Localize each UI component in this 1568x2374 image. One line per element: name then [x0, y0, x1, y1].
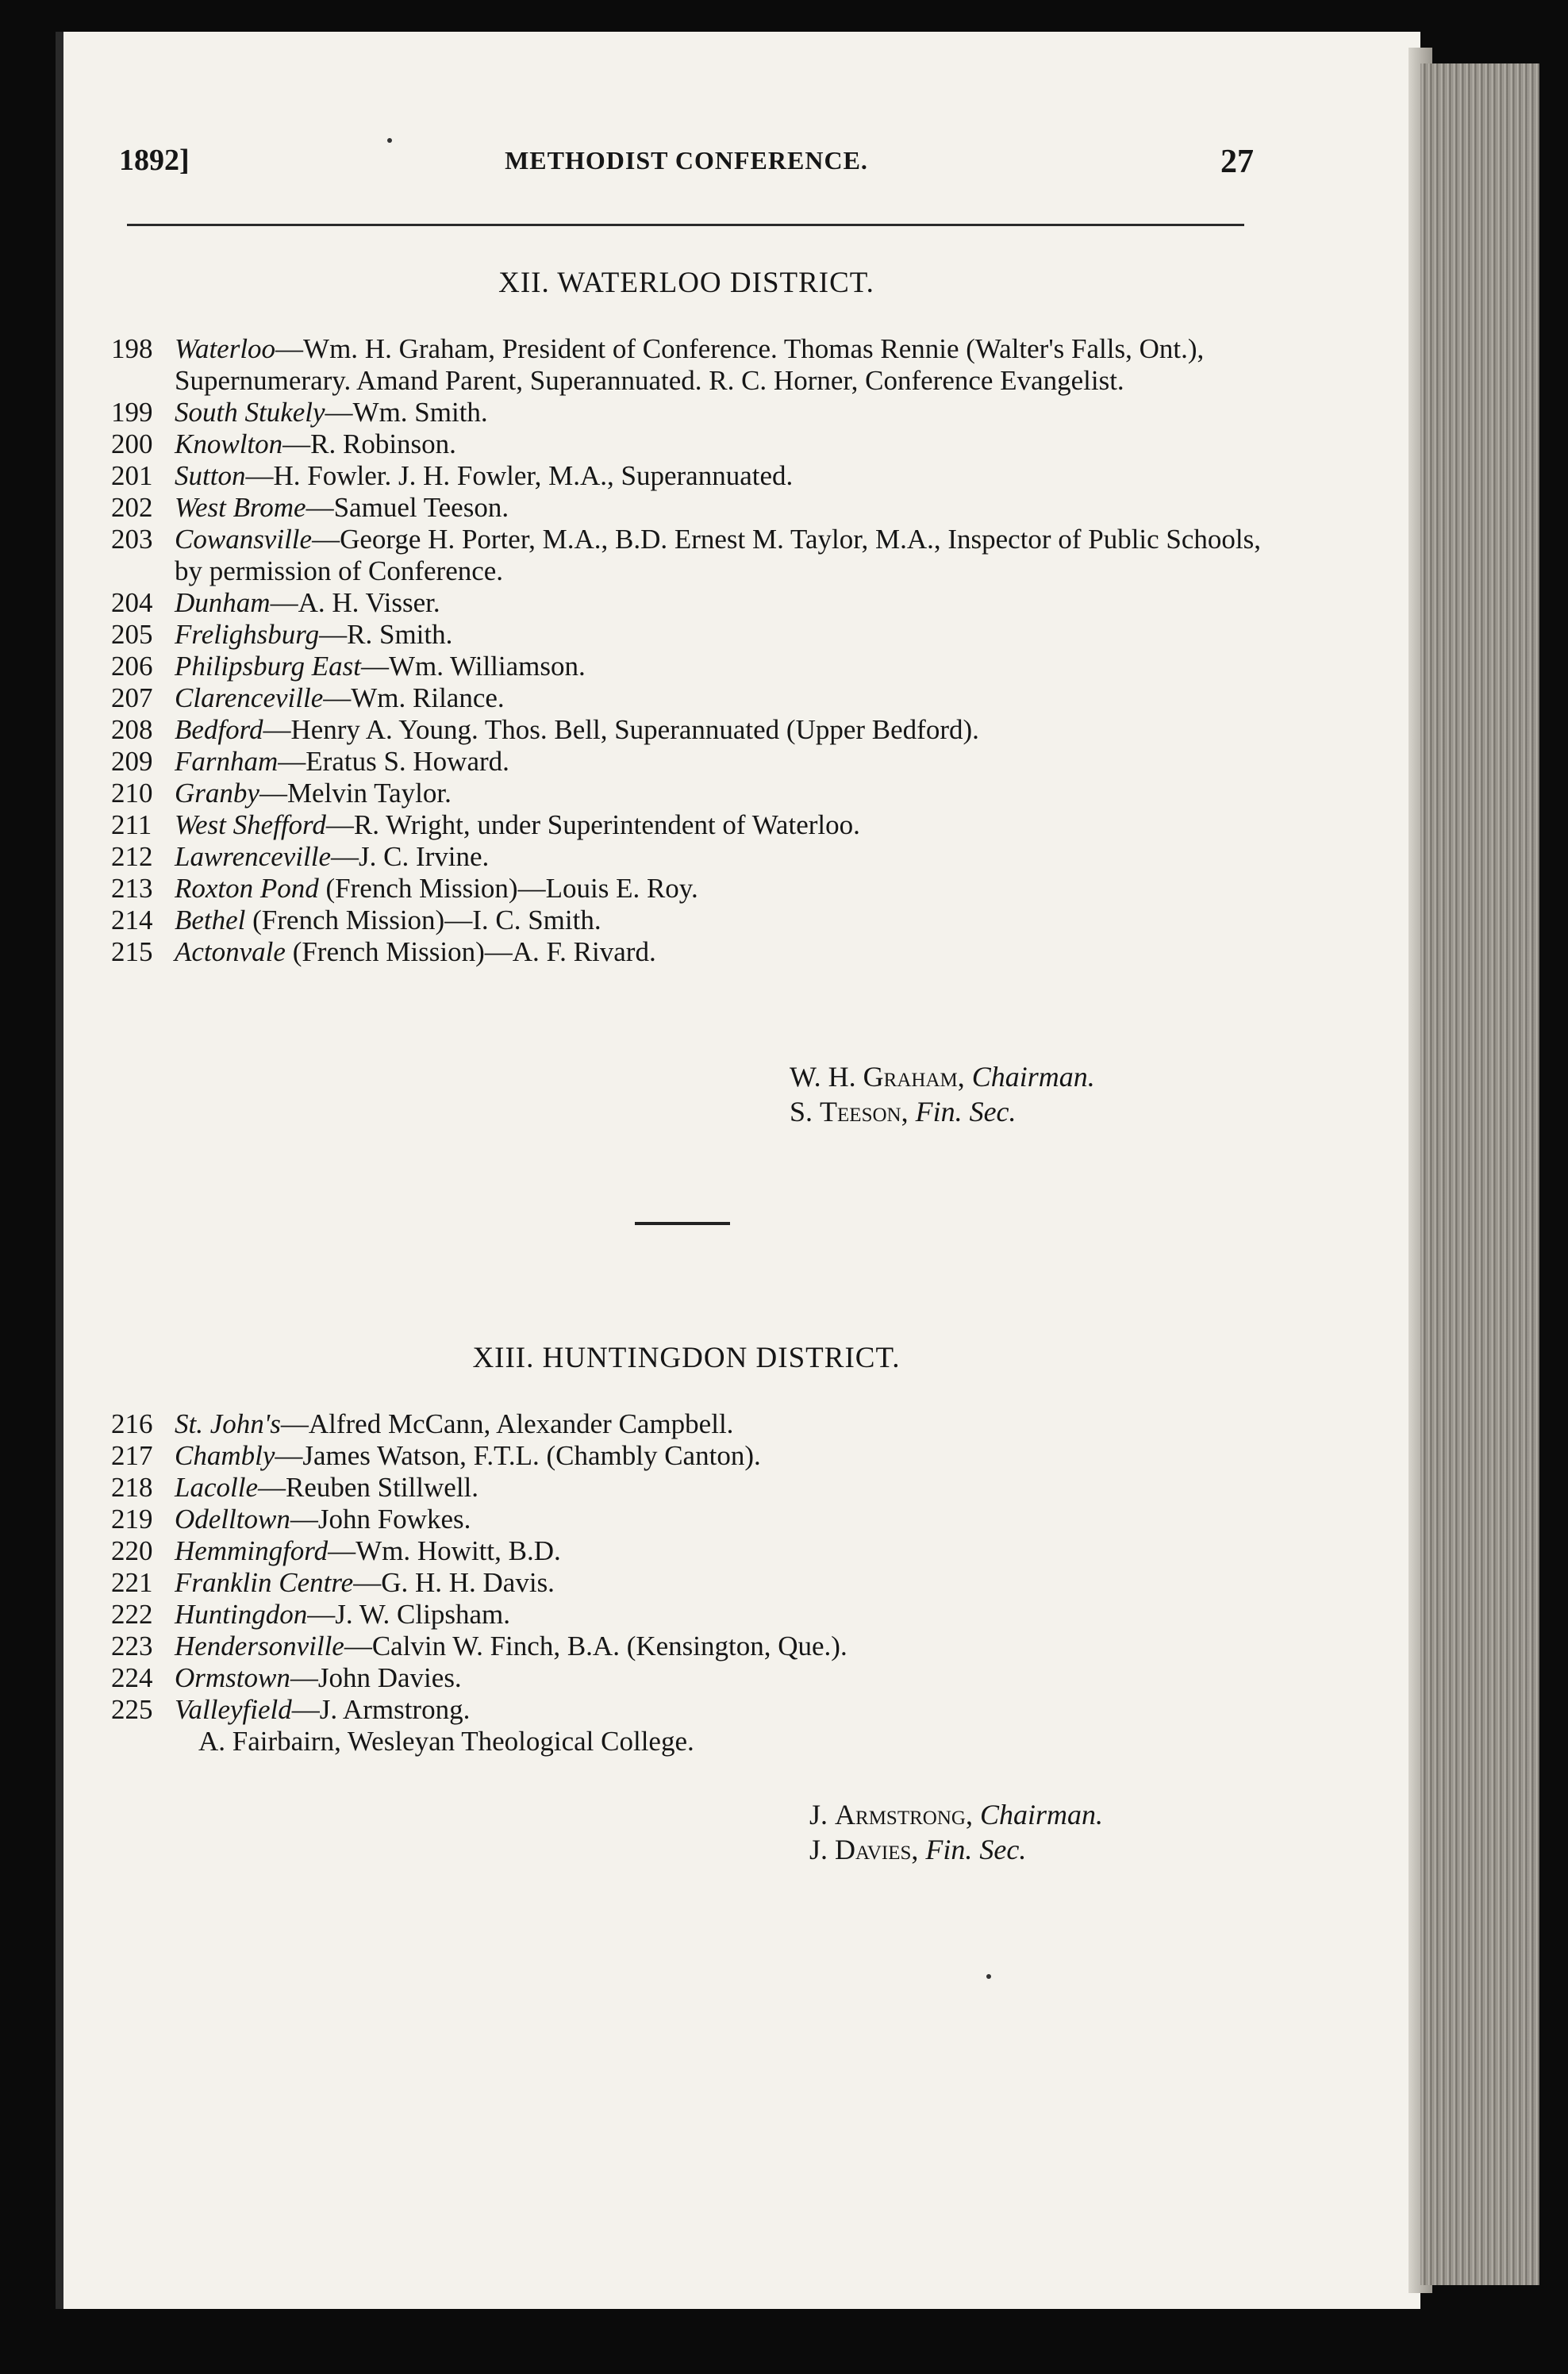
list-item: 216 St. John's—Alfred McCann, Alexander Campbell.	[111, 1408, 734, 1439]
list-item: 218 Lacolle—Reuben Stillwell.	[111, 1472, 479, 1503]
waterloo-circuit-list	[111, 333, 1270, 968]
list-item: 213 Roxton Pond (French Mission)—Louis E. Roy.	[111, 873, 698, 904]
list-item: 214 Bethel (French Mission)—I. C. Smith.	[111, 905, 601, 935]
list-item: 210 Granby—Melvin Taylor.	[111, 778, 452, 809]
list-item: 223 Hendersonville—Calvin W. Finch, B.A. (Kensington, Que.).	[111, 1631, 847, 1661]
list-item: 199 South Stukely—Wm. Smith.	[111, 397, 488, 428]
list-item: 198 Waterloo—Wm. H. Graham, President of Conference. Thomas Rennie (Walter's Falls, Ont.), Supernumerary. Amand Parent, Superannuated. R. C. Horner, Conference Evangelist.	[111, 333, 1205, 396]
huntingdon-signatures	[809, 1797, 1103, 1867]
list-item: 221 Franklin Centre—G. H. H. Davis.	[111, 1567, 555, 1598]
list-item: 212 Lawrenceville—J. C. Irvine.	[111, 841, 490, 872]
list-item: 206 Philipsburg East—Wm. Williamson.	[111, 651, 586, 682]
ink-speck	[387, 138, 392, 143]
signature-chairman: J. Armstrong, Chairman.	[809, 1799, 1103, 1830]
header-rule	[127, 224, 1244, 226]
list-item: 225 Valleyfield—J. Armstrong.	[111, 1694, 471, 1725]
section-heading-huntingdon: XIII. HUNTINGDON DISTRICT.	[472, 1342, 901, 1374]
list-item: 204 Dunham—A. H. Visser.	[111, 587, 440, 618]
header-title: METHODIST CONFERENCE.	[505, 146, 868, 175]
huntingdon-circuit-list	[111, 1408, 1270, 1757]
waterloo-signatures	[790, 1059, 1095, 1129]
list-item: 200 Knowlton—R. Robinson.	[111, 428, 456, 459]
list-item: 205 Frelighsburg—R. Smith.	[111, 619, 453, 650]
list-item: 220 Hemmingford—Wm. Howitt, B.D.	[111, 1535, 561, 1566]
list-item: 222 Huntingdon—J. W. Clipsham.	[111, 1599, 510, 1630]
extra-appointment: A. Fairbairn, Wesleyan Theological College.	[198, 1726, 694, 1757]
list-item: 203 Cowansville—George H. Porter, M.A., B.D. Ernest M. Taylor, M.A., Inspector of Public Schools, by permission of Conference.	[111, 524, 1262, 586]
page-stack	[1420, 63, 1539, 2285]
page-number: 27	[1220, 144, 1254, 180]
section-divider	[635, 1222, 730, 1225]
signature-fin-sec: S. Teeson, Fin. Sec.	[790, 1096, 1017, 1127]
list-item: 224 Ormstown—John Davies.	[111, 1662, 462, 1693]
list-item: 219 Odelltown—John Fowkes.	[111, 1504, 471, 1535]
section-heading-waterloo: XII. WATERLOO DISTRICT.	[498, 267, 874, 299]
list-item: 208 Bedford—Henry A. Young. Thos. Bell, Superannuated (Upper Bedford).	[111, 714, 979, 745]
list-item: 207 Clarenceville—Wm. Rilance.	[111, 682, 505, 713]
ink-speck	[986, 1974, 991, 1979]
header-year: 1892]	[119, 144, 190, 177]
list-item: 215 Actonvale (French Mission)—A. F. Rivard.	[111, 936, 656, 967]
signature-chairman: W. H. Graham, Chairman.	[790, 1061, 1095, 1093]
signature-fin-sec: J. Davies, Fin. Sec.	[809, 1834, 1027, 1865]
list-item: 217 Chambly—James Watson, F.T.L. (Chambly Canton).	[111, 1440, 761, 1471]
list-item: 209 Farnham—Eratus S. Howard.	[111, 746, 509, 777]
list-item: 201 Sutton—H. Fowler. J. H. Fowler, M.A., Superannuated.	[111, 460, 794, 491]
running-head	[119, 143, 1254, 190]
list-item: 211 West Shefford—R. Wright, under Superintendent of Waterloo.	[111, 809, 860, 840]
list-item: 202 West Brome—Samuel Teeson.	[111, 492, 509, 523]
